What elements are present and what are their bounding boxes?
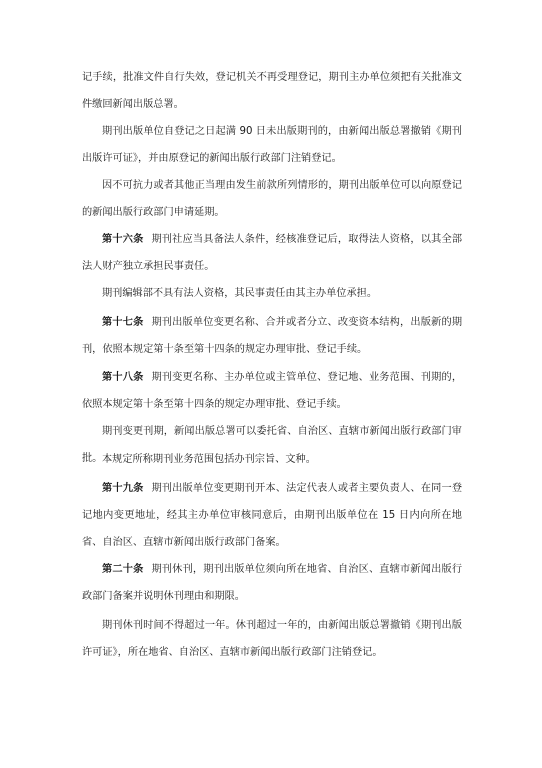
paragraph-12: [82, 612, 462, 666]
article-16-text: 期刊社应当具备法人条件，经核准登记后，取得法人资格，以其全部法人财产独立承担民事责任。: [82, 234, 463, 272]
paragraph-9: [82, 446, 462, 473]
article-20-text: 期刊休刊，期刊出版单位须向所在地省、自治区、直辖市新闻出版行政部门备案并说明休刊理由和期限。: [82, 564, 463, 602]
article-18-heading: 第十八条: [102, 372, 144, 383]
article-20: [82, 556, 462, 610]
paragraph-5-text: 期刊编辑部不具有法人资格，其民事责任由其主办单位承担。: [102, 288, 378, 299]
paragraph-2: [82, 118, 462, 172]
article-16-heading: 第十六条: [102, 234, 144, 245]
article-17: [82, 309, 462, 363]
article-17-text: 期刊出版单位变更名称、合并或者分立、改变资本结构，出版新的期刊，依照本规定第十条至第十四条的规定办理审批、登记手续。: [82, 317, 463, 355]
paragraph-3-text: 因不可抗力或者其他正当理由发生前款所列情形的，期刊出版单位可以向原登记的新闻出版行政部门申请延期。: [82, 180, 462, 218]
article-18: [82, 364, 462, 418]
paragraph-9-text: 本规定所称期刊业务范围包括办刊宗旨、文种。: [102, 454, 316, 465]
paragraph-5: [82, 280, 462, 307]
paragraph-1: [82, 64, 462, 118]
paragraph-1-text: 记手续，批准文件自行失效，登记机关不再受理登记，期刊主办单位须把有关批准文件缴回新闻出版总署。: [82, 72, 462, 110]
paragraph-3: [82, 172, 462, 226]
article-19-heading: 第十九条: [102, 483, 144, 494]
article-19: [82, 475, 462, 556]
article-18-text: 期刊变更名称、主办单位或主管单位、登记地、业务范围、刊期的，依照本规定第十条至第十四条的规定办理审批、登记手续。: [82, 372, 463, 410]
paragraph-2-text: 期刊出版单位自登记之日起满 90 日未出版期刊的，由新闻出版总署撤销《期刊出版许可证》，并由原登记的新闻出版行政部门注销登记。: [82, 126, 462, 164]
paragraph-12-text: 期刊休刊时间不得超过一年。休刊超过一年的，由新闻出版总署撤销《期刊出版许可证》，所在地省、自治区、直辖市新闻出版行政部门注销登记。: [82, 620, 462, 658]
article-16: [82, 226, 462, 280]
paragraph-8-text: 期刊变更刊期，新闻出版总署可以委托省、自治区、直辖市新闻出版行政部门审批。: [82, 426, 462, 464]
article-20-heading: 第二十条: [102, 564, 144, 575]
article-17-heading: 第十七条: [102, 317, 144, 328]
article-19-text: 期刊出版单位变更期刊开本、法定代表人或者主要负责人、在同一登记地内变更地址，经其主办单位审核同意后，由期刊出版单位在 15 日内向所在地省、自治区、直辖市新闻出版行政部门备案。: [82, 483, 463, 548]
